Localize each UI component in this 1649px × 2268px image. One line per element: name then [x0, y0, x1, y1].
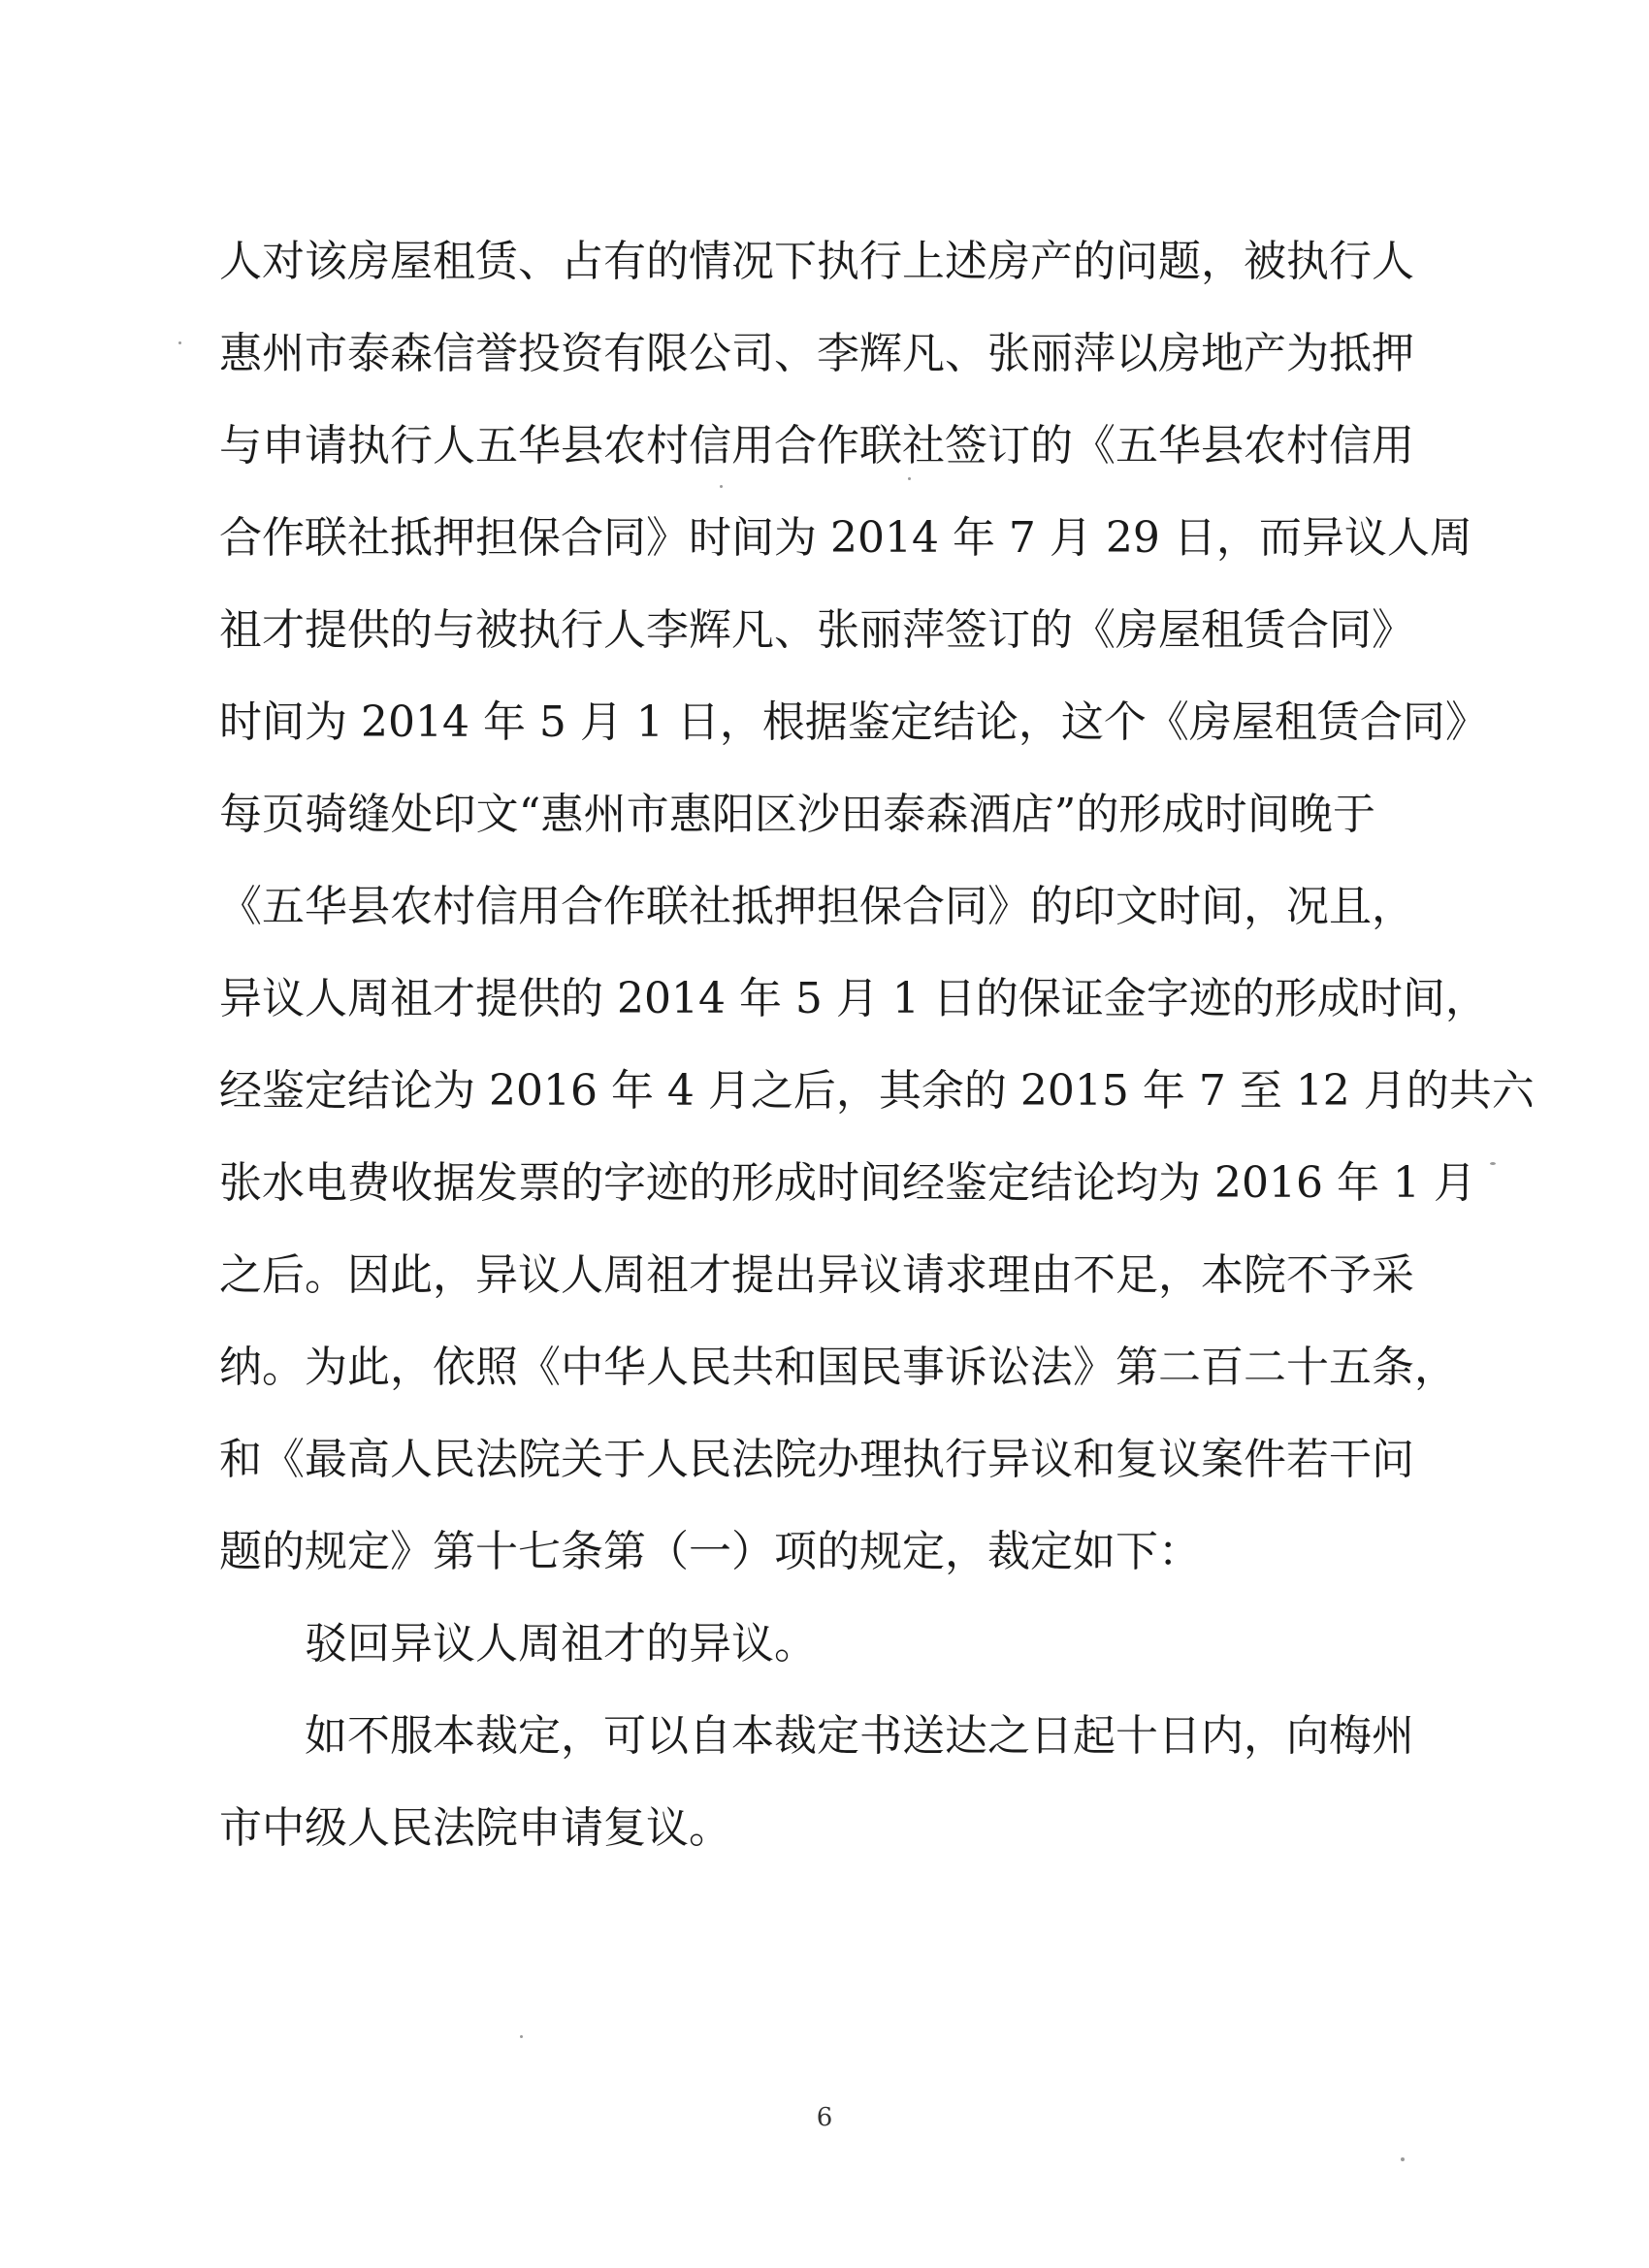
text-line: 张水电费收据发票的字迹的形成时间经鉴定结论均为 2016 年 1 月: [219, 1158, 1476, 1208]
appeal-notice-line: 如不服本裁定，可以自本裁定书送达之日起十日内，向梅州: [305, 1711, 1414, 1761]
text-line: 祖才提供的与被执行人李辉凡、张丽萍签订的《房屋租赁合同》: [219, 605, 1414, 655]
text-line: 人对该房屋租赁、占有的情况下执行上述房产的问题，被执行人: [219, 237, 1414, 286]
ruling-decision-line: 驳回异议人周祖才的异议。: [305, 1619, 817, 1669]
page-number: 6: [816, 2103, 833, 2132]
text-line: 经鉴定结论为 2016 年 4 月之后，其余的 2015 年 7 至 12 月的共六: [219, 1066, 1535, 1116]
scan-speck: [908, 477, 911, 480]
text-line: 和《最高人民法院关于人民法院办理执行异议和复议案件若干问: [219, 1435, 1414, 1484]
text-line: 纳。为此，依照《中华人民共和国民事诉讼法》第二百二十五条，: [219, 1343, 1457, 1392]
text-line: 异议人周祖才提供的 2014 年 5 月 1 日的保证金字迹的形成时间，: [219, 974, 1488, 1023]
text-line: 合作联社抵押担保合同》时间为 2014 年 7 月 29 日，而异议人周: [219, 513, 1472, 563]
text-line: 时间为 2014 年 5 月 1 日，根据鉴定结论，这个《房屋租赁合同》: [219, 697, 1488, 747]
scan-speck: [178, 341, 181, 344]
text-line: 每页骑缝处印文“惠州市惠阳区沙田泰森酒店”的形成时间晚于: [219, 790, 1375, 839]
text-line: 《五华县农村信用合作联社抵押担保合同》的印文时间，况且，: [219, 882, 1414, 931]
scan-speck: [1401, 2157, 1405, 2161]
text-line: 惠州市泰森信誉投资有限公司、李辉凡、张丽萍以房地产为抵押: [219, 329, 1414, 378]
text-line: 题的规定》第十七条第（一）项的规定，裁定如下：: [219, 1527, 1201, 1576]
scan-speck: [1490, 1162, 1496, 1165]
scan-speck: [520, 2035, 523, 2038]
scan-speck: [720, 485, 723, 488]
text-line: 之后。因此，异议人周祖才提出异议请求理由不足，本院不予采: [219, 1250, 1414, 1300]
appeal-notice-line: 市中级人民法院申请复议。: [219, 1803, 731, 1853]
text-line: 与申请执行人五华县农村信用合作联社签订的《五华县农村信用: [219, 421, 1414, 470]
